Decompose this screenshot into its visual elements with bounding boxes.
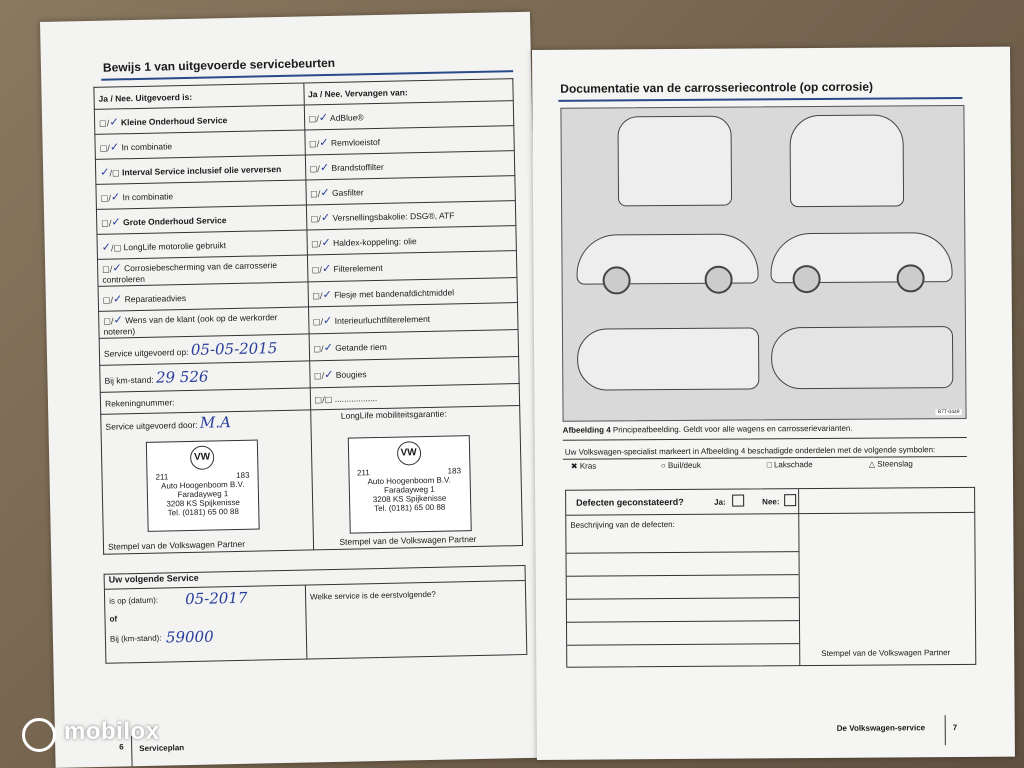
next-service-title: Uw volgende Service: [105, 566, 525, 590]
wheel-icon: [705, 266, 733, 294]
defects-header: Defecten geconstateerd? Ja: Nee:: [566, 488, 974, 516]
car-diagram: [560, 105, 966, 422]
table-row: □/✓ Reparatieadvies: [98, 282, 308, 311]
of-label: of: [109, 614, 118, 624]
door-label: Service uitgevoerd door:: [105, 419, 198, 432]
table-row: □/✓ Wens van de klant (ook op de werkorder noteren): [99, 307, 309, 338]
vw-logo-icon: VW: [190, 445, 214, 469]
figure-caption: Afbeelding 4 Principeafbeelding. Geldt voor alle wagens en carrosserievarianten.: [562, 423, 853, 435]
table-row: □/✓ Kleine Onderhoud Service: [94, 105, 304, 134]
getande-riem: Getande riem: [335, 341, 387, 353]
next-date-value: 05-2017: [184, 588, 248, 609]
right-footer-divider: [945, 715, 946, 745]
table-row: ✓/□ Interval Service inclusief olie verversen: [95, 155, 305, 184]
defects-box: [565, 487, 976, 668]
left-page-number: 6: [119, 742, 124, 752]
next-service-box: [104, 565, 528, 664]
dealer-stamp-2: VW 211 183 Auto Hoogenboom B.V. Faradayweg 1 3208 KS Spijkenisse Tel. (0181) 65 00 88: [347, 435, 471, 534]
instruction-text: Uw Volkswagen-specialist markeert in Afbeelding 4 beschadigde onderdelen met de volgende symbolen:: [564, 445, 936, 457]
bougies: Bougies: [335, 368, 367, 380]
mobiliteit-label: LongLife mobiliteitsgarantie:: [340, 408, 447, 421]
right-footer: De Volkswagen-service: [836, 723, 926, 733]
car-underbody-view: [771, 326, 953, 389]
table-row: □/✓ In combinatie: [96, 180, 306, 209]
left-footer: Serviceplan: [139, 743, 185, 754]
left-title: Bewijs 1 van uitgevoerde servicebeurten: [102, 55, 336, 75]
right-title-rule: [558, 97, 962, 102]
symbol-kras: ✖ Kras: [570, 461, 597, 471]
stamp-label: Stempel van de Volkswagen Partner: [107, 538, 246, 552]
table-row: ✓/□ LongLife motorolie gebruikt: [97, 230, 307, 259]
km-value: 29 526: [155, 367, 209, 387]
symbol-buil: ○ Buil/deuk: [660, 460, 701, 471]
next-date-label: is op (datum):: [109, 595, 159, 606]
next-divider: [305, 586, 308, 659]
service-date-label: Service uitgevoerd op:: [103, 346, 189, 359]
left-page: [40, 12, 546, 768]
wheel-icon: [897, 264, 925, 292]
table-row: □/✓ Grote Onderhoud Service: [96, 205, 306, 234]
right-title: Documentatie van de carrosseriecontrole (op corrosie): [560, 79, 874, 96]
vw-logo-icon: VW: [396, 441, 420, 465]
beschrijving-label: Beschrijving van de defecten:: [570, 520, 675, 530]
rekening-label: Rekeningnummer:: [104, 396, 175, 409]
nee-checkbox: [784, 494, 796, 506]
wheel-icon: [793, 265, 821, 293]
ja-checkbox: [732, 495, 744, 507]
car-top-view: [577, 327, 759, 390]
car-rear-view: [617, 116, 732, 207]
service-table: Ja / Nee. Uitgevoerd is: Ja / Nee. Vervangen van: □/✓ Kleine Onderhoud Service □/✓ AdBlue® □/✓ In combinatie □/✓ Remvloeistof ✓/□ Interval Service inclusief olie verversen □/✓ Brandstoffilter □/✓ In combinatie □/✓ Gasfilter □/✓ Grote Onderhoud Service □/✓ Versnellingsbakolie: DSG®, ATF ✓/□ LongLife motorolie gebruikt □/✓ Haldex-koppeling: olie □/✓ Corrosiebescherming van de carrosserie controleren □/✓ Filterelement □/✓ Reparatieadvies □/✓ Flesje met bandenafdichtmiddel □/✓ Wens van de klant (ook op de werkorder noteren) □/✓ Interieurluchtfilterelement Service uitgevoerd op: 05-05-2015 □/✓ Getande riem Bij km-stand: 29 526 □/✓ Bougies Rekeningnummer: □/□ .................. Service uitgevoerd door: M.A VW 211 183 Auto Hoogenboom B.V. Faradayweg 1 3208 KS Spijkenisse Tel. (0181) 65 00 88 Stempel van de Volkswagen Partner LongLife mobiliteitsgarantie: VW 211 183 Auto Hoogenboom B.V. Faradayweg 1 3208 KS Spijkenisse Tel. (0181) 65 00 88 Stempel van de Volkswagen Partner: [93, 78, 523, 555]
col1-header: Ja / Nee. Uitgevoerd is:: [98, 91, 193, 104]
table-row: □/✓ Corrosiebescherming van de carrosserie controleren: [97, 255, 307, 286]
wheel-icon: [603, 266, 631, 294]
mobilox-logo-icon: [22, 718, 56, 752]
next-km-label: Bij (km-stand):: [109, 633, 162, 644]
km-label: Bij km-stand:: [104, 374, 154, 386]
next-which: Welke service is de eerstvolgende?: [310, 589, 436, 602]
next-km-value: 59000: [165, 627, 214, 647]
table-row: □/✓ In combinatie: [95, 130, 305, 159]
symbol-lakschade: □ Lakschade: [766, 460, 813, 470]
service-date-value: 05-05-2015: [190, 339, 278, 359]
car-front-view: [789, 114, 904, 207]
right-page-number: 7: [952, 723, 958, 733]
dealer-stamp: VW 211 183 Auto Hoogenboom B.V. Faradayweg 1 3208 KS Spijkenisse Tel. (0181) 65 00 88: [146, 440, 260, 532]
defects-divider: [798, 489, 800, 665]
right-page: [532, 47, 1015, 760]
caption-rule: [563, 437, 967, 441]
symbol-steenslag: △ Steenslag: [868, 459, 913, 469]
stamp-label-2: Stempel van de Volkswagen Partner: [339, 533, 477, 547]
door-value: M.A: [199, 413, 232, 432]
col2-header: Ja / Nee. Vervangen van:: [307, 86, 408, 99]
image-code: B7T-0449: [937, 409, 960, 416]
right-stamp-label: Stempel van de Volkswagen Partner: [821, 648, 951, 658]
watermark: mobilox: [64, 718, 160, 745]
